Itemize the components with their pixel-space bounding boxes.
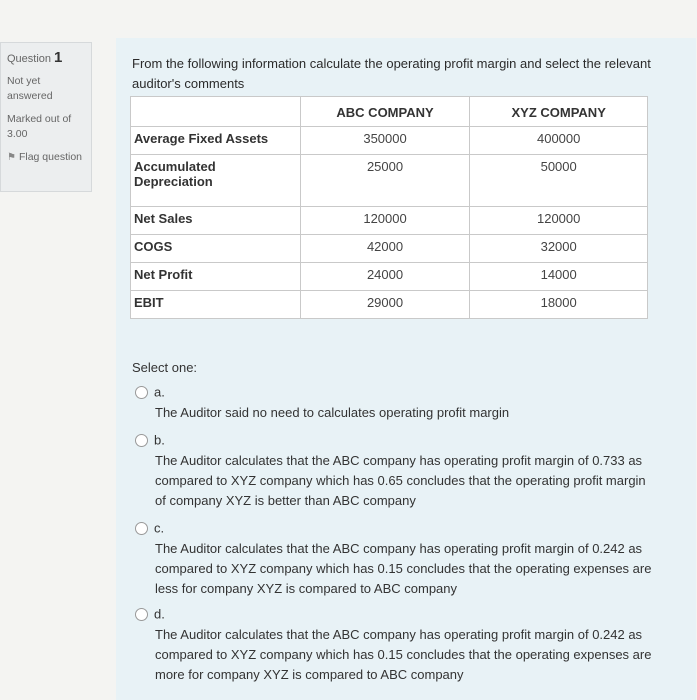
radio-button-b[interactable] bbox=[135, 434, 148, 447]
table-cell: 120000 bbox=[300, 207, 470, 235]
option-text: The Auditor calculates that the ABC company has operating profit margin of 0.242 as compared to XYZ company which has 0.15 concludes that the operating expenses are less for company XYZ is compared to ABC company bbox=[155, 540, 652, 596]
table-cell: 24000 bbox=[300, 263, 470, 291]
table-cell: 120000 bbox=[470, 207, 648, 235]
table-cell: 50000 bbox=[470, 155, 648, 207]
radio-button-c[interactable] bbox=[135, 522, 148, 535]
flag-question-label: Flag question bbox=[18, 151, 83, 163]
option-letter: b. bbox=[154, 432, 165, 448]
radio-button-a[interactable] bbox=[135, 386, 148, 399]
table-header-cell: XYZ COMPANY bbox=[470, 97, 648, 127]
table-cell: Net Sales bbox=[131, 207, 301, 235]
table-cell: 400000 bbox=[470, 127, 648, 155]
option-letter: c. bbox=[154, 520, 165, 536]
table-row bbox=[131, 155, 648, 207]
radio-button-d[interactable] bbox=[135, 608, 148, 621]
table-cell: COGS bbox=[131, 235, 301, 263]
question-label-text: Question bbox=[7, 53, 52, 65]
table-row bbox=[131, 235, 648, 263]
table-cell: 42000 bbox=[300, 235, 470, 263]
table-row bbox=[131, 207, 648, 235]
question-text: From the following information calculate the operating profit margin and select the relevant auditor's comments bbox=[132, 56, 651, 91]
table-header-cell: ABC COMPANY bbox=[300, 97, 470, 127]
question-number: 1 bbox=[54, 49, 63, 66]
table-row bbox=[131, 263, 648, 291]
answer-option-b[interactable] bbox=[135, 430, 655, 511]
question-status: Not yet answered bbox=[7, 75, 53, 102]
table-cell: Accumulated Depreciation bbox=[131, 155, 301, 207]
flag-question-button[interactable] bbox=[7, 150, 85, 165]
answer-option-d[interactable] bbox=[135, 604, 655, 685]
question-label bbox=[7, 49, 85, 66]
table-cell: Net Profit bbox=[131, 263, 301, 291]
table-cell: Average Fixed Assets bbox=[131, 127, 301, 155]
table-row bbox=[131, 127, 648, 155]
option-letter: a. bbox=[154, 384, 165, 400]
question-marks: Marked out of 3.00 bbox=[7, 113, 72, 140]
table-cell: EBIT bbox=[131, 291, 301, 319]
select-one-label: Select one: bbox=[132, 360, 198, 375]
table-cell: 32000 bbox=[470, 235, 648, 263]
answer-option-a[interactable] bbox=[135, 382, 655, 423]
option-text: The Auditor calculates that the ABC company has operating profit margin of 0.242 as compared to XYZ company which has 0.15 concludes that the operating expenses are more for company XYZ is compared to ABC company bbox=[155, 626, 652, 682]
question-info-panel bbox=[0, 42, 92, 192]
table-header-row bbox=[131, 97, 648, 127]
option-text: The Auditor calculates that the ABC company has operating profit margin of 0.733 as compared to XYZ company which has 0.65 concludes that the operating profit margin of company XYZ is better than ABC company bbox=[155, 452, 646, 508]
option-letter: d. bbox=[154, 606, 165, 622]
table-cell: 14000 bbox=[470, 263, 648, 291]
table-cell: 29000 bbox=[300, 291, 470, 319]
flag-icon: ⚑ bbox=[7, 152, 16, 163]
table-row bbox=[131, 291, 648, 319]
table-cell: 25000 bbox=[300, 155, 470, 207]
table-cell: 18000 bbox=[470, 291, 648, 319]
table-header-cell bbox=[131, 97, 301, 127]
data-table bbox=[130, 96, 648, 319]
answer-option-c[interactable] bbox=[135, 518, 655, 599]
option-text: The Auditor said no need to calculates operating profit margin bbox=[155, 404, 510, 420]
table-cell: 350000 bbox=[300, 127, 470, 155]
